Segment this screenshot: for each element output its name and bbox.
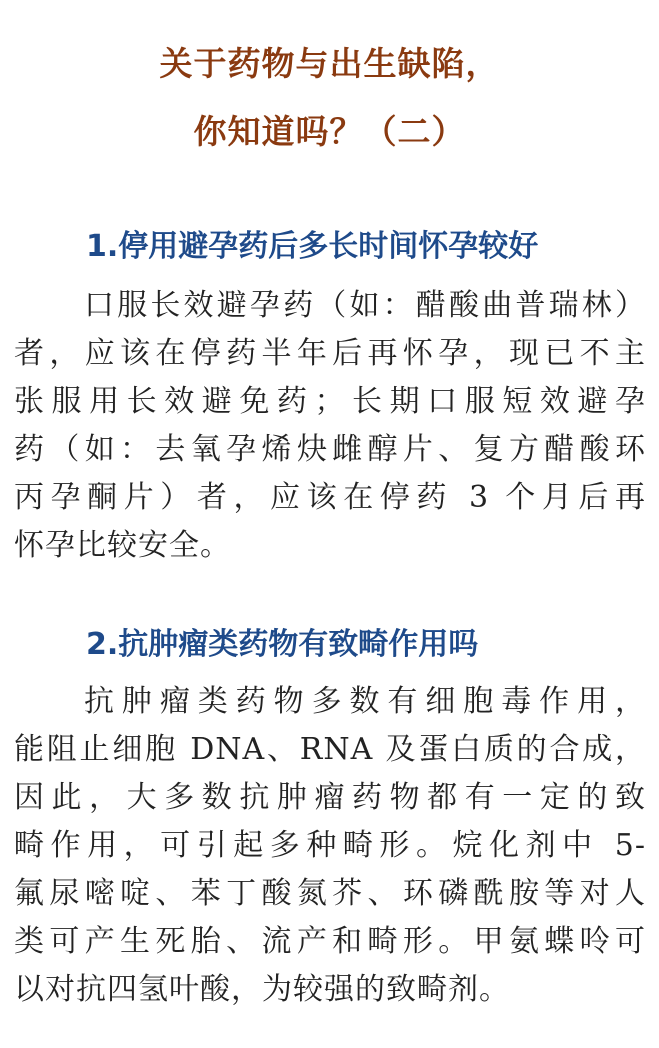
paragraph-line: 怀孕比较安全。	[14, 528, 231, 563]
paragraph-line: 丙孕酮片）者，应该在停药 3 个月后再	[14, 480, 646, 515]
section-2-paragraph	[14, 678, 646, 1014]
paragraph-line: 因此，大多数抗肿瘤药物都有一定的致	[14, 780, 646, 815]
paragraph-line: 畸作用，可引起多种畸形。烷化剂中 5-	[14, 828, 646, 863]
section-1-heading: 1.停用避孕药后多长时间怀孕较好	[86, 229, 539, 264]
paragraph-line: 张服用长效避免药；长期口服短效避孕	[14, 384, 646, 419]
section-2-heading: 2.抗肿瘤类药物有致畸作用吗	[86, 627, 479, 662]
paragraph-line: 能阻止细胞 DNA、RNA 及蛋白质的合成，	[14, 732, 646, 767]
page-title-line-1: 关于药物与出生缺陷，	[159, 44, 500, 83]
paragraph-line: 类可产生死胎、流产和畸形。甲氨蝶呤可	[14, 924, 646, 959]
paragraph-line: 抗肿瘤类药物多数有细胞毒作用，	[84, 684, 646, 719]
page-title-line-2: 你知道吗？（二）	[193, 112, 466, 151]
paragraph-line: 者，应该在停药半年后再怀孕，现已不主	[14, 336, 646, 371]
paragraph-line: 口服长效避孕药（如：醋酸曲普瑞林）	[84, 288, 646, 323]
paragraph-line: 氟尿嘧啶、苯丁酸氮芥、环磷酰胺等对人	[14, 876, 646, 911]
section-1-paragraph	[14, 282, 646, 570]
paragraph-line: 以对抗四氢叶酸，为较强的致畸剂。	[14, 972, 510, 1007]
paragraph-line: 药（如：去氧孕烯炔雌醇片、复方醋酸环	[14, 432, 646, 467]
